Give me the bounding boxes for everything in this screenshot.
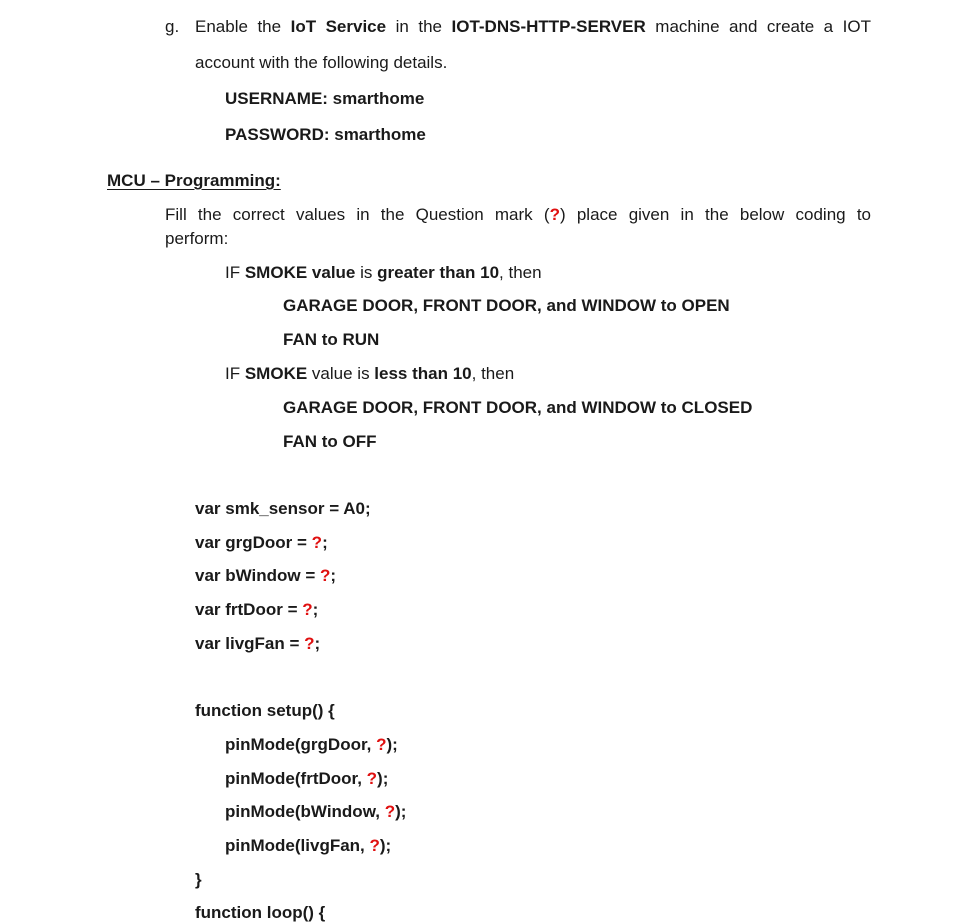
cond2-if: IF [225, 364, 241, 383]
instruction-line2: perform: [165, 229, 229, 248]
cond1-action-1: GARAGE DOOR, FRONT DOOR, and WINDOW to OPEN [283, 296, 730, 315]
code-text: var bWindow = [195, 566, 321, 585]
iot-service-term: IoT Service [290, 17, 387, 36]
step-g-line2: account with the following details. [195, 53, 448, 72]
code-setup-open: function setup() { [195, 701, 335, 720]
code-var-grgdoor [195, 533, 328, 553]
code-text: pinMode(frtDoor, [225, 769, 367, 788]
code-text: pinMode(grgDoor, [225, 735, 377, 754]
cond1-is: is [360, 263, 373, 282]
code-loop-open: function loop() { [195, 903, 326, 922]
cond1-smoke: SMOKE value [244, 263, 356, 282]
step-g-line1 [195, 17, 871, 37]
condition-1 [225, 263, 542, 283]
cond2-smoke: SMOKE [244, 364, 308, 383]
code-var-bwindow [195, 566, 336, 586]
question-mark: ? [320, 566, 331, 585]
question-mark: ? [311, 533, 323, 552]
code-semi: ; [314, 634, 321, 653]
code-text: pinMode(livgFan, [225, 836, 370, 855]
code-pinmode-bwindow [225, 802, 406, 822]
cond2-then: , then [471, 364, 515, 383]
step-g-t3: in the [395, 17, 442, 36]
instruction-line1 [165, 205, 871, 225]
question-mark: ? [549, 205, 560, 224]
code-semi: ; [312, 600, 319, 619]
code-text: var livgFan = [195, 634, 305, 653]
step-g-t1: Enable the [195, 17, 282, 36]
cond2-action-2: FAN to OFF [283, 432, 377, 451]
code-semi: ; [322, 533, 328, 552]
cond2-cmp: less than 10 [374, 364, 472, 383]
code-text: var grgDoor = [195, 533, 312, 552]
mcu-heading: MCU – Programming: [107, 171, 281, 190]
username-line: USERNAME: smarthome [225, 89, 425, 108]
server-name-term: IOT-DNS-HTTP-SERVER [451, 17, 646, 36]
cond2-action-1: GARAGE DOOR, FRONT DOOR, and WINDOW to CLOSED [283, 398, 753, 417]
question-mark: ? [384, 802, 396, 821]
condition-2 [225, 364, 514, 384]
code-var-frtdoor [195, 600, 318, 620]
code-close: ); [377, 769, 389, 788]
code-var-smk-sensor: var smk_sensor = A0; [195, 499, 371, 518]
cond2-mid: value is [311, 364, 370, 383]
cond1-cmp: greater than 10 [377, 263, 500, 282]
cond1-if: IF [225, 263, 241, 282]
code-close: ); [395, 802, 407, 821]
code-var-livgfan [195, 634, 320, 654]
code-text: var frtDoor = [195, 600, 303, 619]
code-pinmode-livgfan [225, 836, 391, 856]
code-pinmode-grgdoor [225, 735, 398, 755]
cond1-action-2: FAN to RUN [283, 330, 380, 349]
code-close: ); [386, 735, 398, 754]
code-text: pinMode(bWindow, [225, 802, 385, 821]
instruction-text-a: Fill the correct values in the Question mark ( [165, 205, 550, 224]
question-mark: ? [302, 600, 313, 619]
question-mark: ? [304, 634, 315, 653]
password-line: PASSWORD: smarthome [225, 125, 426, 144]
step-g-t5: machine and create a IOT [655, 17, 871, 36]
code-pinmode-frtdoor [225, 769, 388, 789]
question-mark: ? [376, 735, 387, 754]
code-setup-close: } [195, 870, 202, 889]
cond1-then: , then [499, 263, 542, 282]
question-mark: ? [366, 769, 378, 788]
code-semi: ; [330, 566, 337, 585]
step-g-marker: g. [165, 17, 180, 36]
question-mark: ? [369, 836, 380, 855]
code-close: ); [379, 836, 392, 855]
instruction-text-b: ) place given in the below coding to [559, 205, 871, 224]
